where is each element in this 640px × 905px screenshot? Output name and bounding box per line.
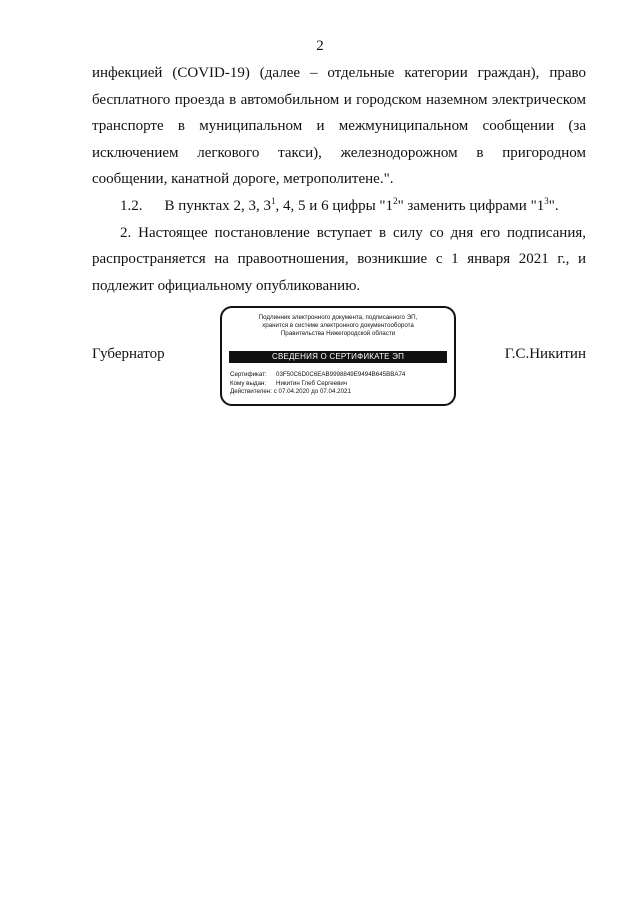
amendment-sup-1: 1 (271, 195, 276, 206)
stamp-title-bar: СВЕДЕНИЯ О СЕРТИФИКАТЕ ЭП (229, 351, 447, 363)
document-body (92, 60, 586, 299)
amendment-text-d: ". (548, 197, 559, 214)
stamp-line-3: Правительства Нижегородской области (280, 330, 396, 337)
stamp-issued-row (230, 380, 405, 389)
stamp-cert-label: Сертификат: (230, 371, 267, 378)
amendment-text-c: " заменить цифрами "1 (397, 197, 545, 214)
stamp-valid-row (230, 388, 405, 397)
amendment-sup-2: 2 (393, 195, 398, 206)
page-number: 2 (316, 38, 324, 54)
signer-position: Губернатор (92, 346, 165, 362)
paragraph-continuation: инфекцией (COVID-19) (далее – отдельные категории граждан), право бесплатного проезда в автомобильном и городском наземном электрическом транспорте в муниципальном и межмуниципальном сообщении (за исключением легкового такси), железнодорожном в пригородном сообщении, канатной дороге, метрополитене.". (92, 65, 586, 188)
signer-name: Г.С.Никитин (504, 346, 586, 362)
stamp-cert-value: 03F50C6D0C6EAB9998849E9494B645BBA74 (276, 371, 406, 378)
stamp-cert-row (230, 371, 405, 380)
signature-block (92, 306, 586, 410)
amendment-sup-3: 3 (544, 195, 549, 206)
stamp-details (230, 371, 405, 397)
stamp-issued-value: Никитин Глеб Сергеевич (276, 379, 348, 387)
stamp-issued-label: Кому выдан: (230, 379, 267, 387)
electronic-signature-stamp (220, 306, 456, 406)
amendment-text-a: В пунктах 2, 3, 3 (164, 197, 272, 214)
stamp-line-1: Подлинник электронного документа, подписанного ЭП, (258, 314, 418, 321)
amendment-paragraph (92, 193, 586, 220)
stamp-line-2: хранится в системе электронного документооборота (262, 322, 414, 329)
stamp-header (222, 314, 454, 338)
stamp-valid-label: Действителен: (230, 388, 272, 395)
amendment-number: 1.2. (120, 197, 143, 214)
amendment-text-b: , 4, 5 и 6 цифры "1 (275, 197, 394, 214)
stamp-valid-value: с 07.04.2020 до 07.04.2021 (273, 388, 351, 395)
paragraph-effective-date: 2. Настоящее постановление вступает в силу со дня его подписания, распространяется на правоотношения, возникшие с 1 января 2021 г., и подлежит официальному опубликованию. (92, 224, 586, 294)
